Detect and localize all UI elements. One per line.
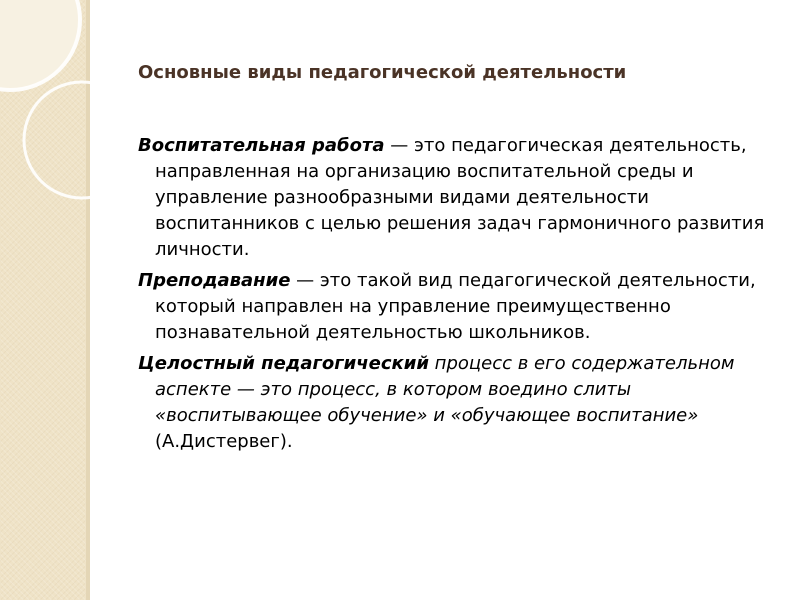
paragraph-teaching <box>138 268 788 346</box>
definition-upbringing: — это педагогическая деятельность, направленная на организацию воспитательной среды и управление разнообразными видами деятельности воспитанников с целью решения задач гармоничного развития личности. <box>155 135 765 260</box>
paragraph-upbringing <box>138 133 788 263</box>
paragraph-holistic-process <box>138 351 788 455</box>
term-holistic-process: Целостный педагогический <box>138 353 429 374</box>
definition-holistic-process-italic: процесс в его содержательном аспекте — это процесс, в котором воедино слиты «воспитывающее обучение» и «обучающее воспитание» <box>155 353 735 426</box>
definition-teaching: — это такой вид педагогической деятельности, который направлен на управление преимущественно познавательной деятельностью школьников. <box>155 270 756 343</box>
definition-holistic-process-attribution: (А.Дистервег). <box>155 431 293 452</box>
decorative-disc <box>0 0 80 90</box>
slide-content <box>138 133 788 460</box>
term-teaching: Преподавание <box>138 270 291 291</box>
decorative-ring-small <box>24 82 140 198</box>
slide-title: Основные виды педагогической деятельности <box>138 62 627 83</box>
term-upbringing: Воспитательная работа <box>138 135 385 156</box>
